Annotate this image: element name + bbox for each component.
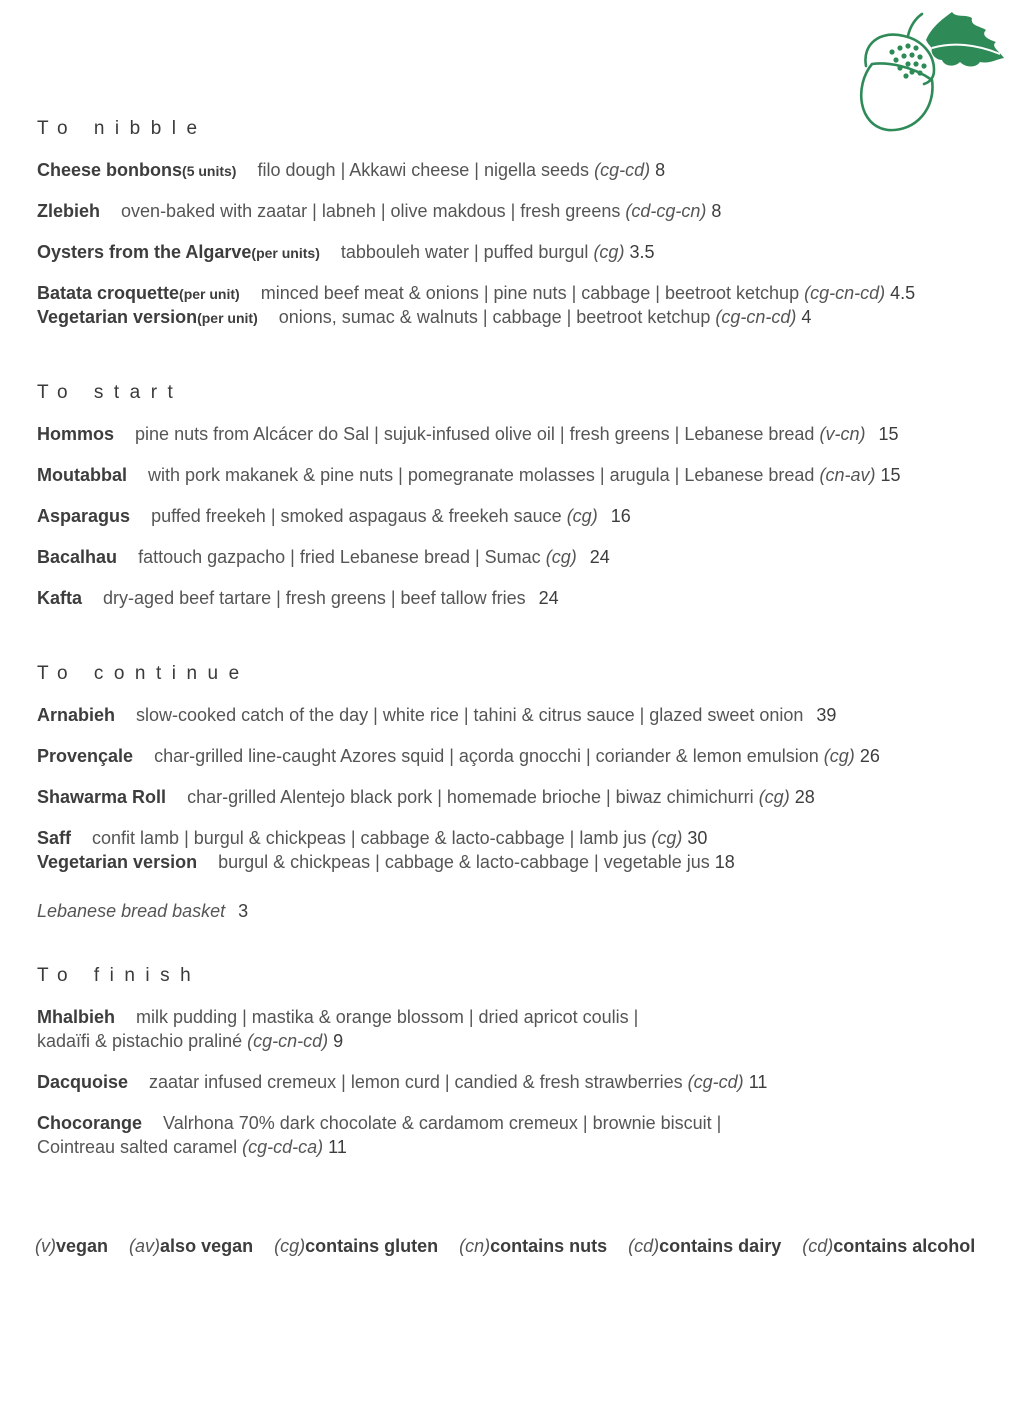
item-name: Dacquoise bbox=[37, 1072, 129, 1092]
item-name: Zlebieh bbox=[37, 201, 101, 221]
legend-label: also vegan bbox=[160, 1236, 254, 1256]
item-allergens: (cg-cn-cd) bbox=[804, 283, 886, 303]
item-price: 24 bbox=[589, 547, 610, 567]
item-name: Saff bbox=[37, 828, 72, 848]
item-description: Valrhona 70% dark chocolate & cardamom cremeux | brownie biscuit | bbox=[163, 1113, 722, 1133]
section-title-nibble: To nibble bbox=[37, 118, 208, 139]
item-description-continued: kadaïfi & pistachio praliné bbox=[37, 1031, 243, 1051]
menu-item-hommos bbox=[37, 422, 899, 446]
item-price: 28 bbox=[794, 787, 815, 807]
item-description: milk pudding | mastika & orange blossom | dried apricot coulis | bbox=[136, 1007, 639, 1027]
item-name: Cheese bonbons bbox=[37, 160, 183, 180]
item-allergens: (cg-cn-cd) bbox=[247, 1031, 329, 1051]
item-name: Arnabieh bbox=[37, 705, 116, 725]
item-description: pine nuts from Alcácer do Sal | sujuk-infused olive oil | fresh greens | Lebanese bread bbox=[135, 424, 815, 444]
item-price: 11 bbox=[328, 1137, 347, 1157]
menu-item-shawarma-roll bbox=[37, 785, 815, 809]
item-allergens: (cn-av) bbox=[819, 465, 876, 485]
item-allergens: (cd-cg-cn) bbox=[625, 201, 707, 221]
menu-item-saff bbox=[37, 826, 735, 874]
item-description: with pork makanek & pine nuts | pomegranate molasses | arugula | Lebanese bread bbox=[148, 465, 815, 485]
legend-label: vegan bbox=[56, 1236, 109, 1256]
variant-description: burgul & chickpeas | cabbage & lacto-cabbage | vegetable jus bbox=[218, 852, 710, 872]
allergen-legend bbox=[35, 1236, 975, 1257]
item-name: Provençale bbox=[37, 746, 134, 766]
item-description: dry-aged beef tartare | fresh greens | beef tallow fries bbox=[103, 588, 526, 608]
item-allergens: (cg-cd) bbox=[687, 1072, 744, 1092]
item-name: Bacalhau bbox=[37, 547, 118, 567]
item-price: 26 bbox=[859, 746, 880, 766]
variant-name: Vegetarian version bbox=[37, 307, 198, 327]
legend-label: contains alcohol bbox=[833, 1236, 976, 1256]
item-price: 9 bbox=[333, 1031, 344, 1051]
item-price: 16 bbox=[610, 506, 631, 526]
item-unit: (per units) bbox=[251, 245, 320, 261]
menu-item-cheese-bonbons bbox=[37, 158, 665, 183]
item-price: 15 bbox=[878, 424, 899, 444]
menu-item-batata-croquette bbox=[37, 281, 915, 329]
item-description: zaatar infused cremeux | lemon curd | candied & fresh strawberries bbox=[149, 1072, 683, 1092]
item-description: puffed freekeh | smoked aspagaus & freekeh sauce bbox=[151, 506, 562, 526]
item-allergens: (cg-cd-ca) bbox=[242, 1137, 324, 1157]
item-allergens: (cg) bbox=[566, 506, 598, 526]
item-allergens: (cg) bbox=[545, 547, 577, 567]
item-price: 11 bbox=[748, 1072, 768, 1092]
variant-price: 4 bbox=[801, 307, 812, 327]
variant-price: 18 bbox=[714, 852, 735, 872]
legend-code: (cd) bbox=[802, 1236, 834, 1256]
item-description: char-grilled line-caught Azores squid | açorda gnocchi | coriander & lemon emulsion bbox=[154, 746, 819, 766]
item-description: filo dough | Akkawi cheese | nigella seeds bbox=[257, 160, 590, 180]
item-description: fattouch gazpacho | fried Lebanese bread | Sumac bbox=[138, 547, 541, 567]
item-description-continued: Cointreau salted caramel bbox=[37, 1137, 238, 1157]
item-price: 3.5 bbox=[629, 242, 655, 262]
legend-code: (cg) bbox=[274, 1236, 306, 1256]
item-allergens: (cg) bbox=[651, 828, 683, 848]
menu-item-bacalhau bbox=[37, 545, 610, 569]
legend-label: contains dairy bbox=[659, 1236, 782, 1256]
item-allergens: (cg-cd) bbox=[594, 160, 651, 180]
item-price: 30 bbox=[687, 828, 708, 848]
bread-basket-label: Lebanese bread basket bbox=[37, 901, 226, 921]
item-allergens: (cg) bbox=[758, 787, 790, 807]
item-description: slow-cooked catch of the day | white rice | tahini & citrus sauce | glazed sweet onion bbox=[136, 705, 804, 725]
section-title-start: To start bbox=[37, 382, 184, 403]
item-price: 4.5 bbox=[890, 283, 916, 303]
menu-item-arnabieh bbox=[37, 703, 836, 727]
item-unit: (5 units) bbox=[182, 163, 237, 179]
menu-item-dacquoise bbox=[37, 1070, 767, 1094]
menu-item-kafta bbox=[37, 586, 559, 610]
menu-item-bread-basket bbox=[37, 899, 248, 923]
item-name: Mhalbieh bbox=[37, 1007, 116, 1027]
menu-item-oysters bbox=[37, 240, 654, 265]
item-name: Chocorange bbox=[37, 1113, 143, 1133]
item-name: Oysters from the Algarve bbox=[37, 242, 252, 262]
item-description: oven-baked with zaatar | labneh | olive makdous | fresh greens bbox=[121, 201, 621, 221]
menu-item-asparagus bbox=[37, 504, 631, 528]
variant-description: onions, sumac & walnuts | cabbage | beetroot ketchup bbox=[278, 307, 711, 327]
legend-code: (v) bbox=[35, 1236, 56, 1256]
item-allergens: (cg) bbox=[823, 746, 855, 766]
item-price: 8 bbox=[711, 201, 722, 221]
acorn-with-oak-leaf-icon bbox=[852, 8, 1008, 134]
variant-unit: (per unit) bbox=[197, 310, 258, 326]
legend-code: (av) bbox=[129, 1236, 161, 1256]
section-title-finish: To finish bbox=[37, 965, 202, 986]
item-description: minced beef meat & onions | pine nuts | cabbage | beetroot ketchup bbox=[260, 283, 800, 303]
menu-item-zlebieh bbox=[37, 199, 721, 223]
item-name: Shawarma Roll bbox=[37, 787, 167, 807]
section-title-continue: To continue bbox=[37, 663, 250, 684]
item-name: Batata croquette bbox=[37, 283, 180, 303]
item-allergens: (v-cn) bbox=[819, 424, 866, 444]
menu-item-chocorange bbox=[37, 1111, 721, 1159]
item-description: tabbouleh water | puffed burgul bbox=[340, 242, 589, 262]
menu-item-provencale bbox=[37, 744, 880, 768]
legend-code: (cn) bbox=[459, 1236, 491, 1256]
menu-item-mhalbieh bbox=[37, 1005, 638, 1053]
item-price: 39 bbox=[816, 705, 837, 725]
item-name: Moutabbal bbox=[37, 465, 127, 485]
menu-item-moutabbal bbox=[37, 463, 901, 487]
item-price: 15 bbox=[880, 465, 901, 485]
item-name: Hommos bbox=[37, 424, 115, 444]
item-description: confit lamb | burgul & chickpeas | cabbage & lacto-cabbage | lamb jus bbox=[92, 828, 647, 848]
item-price: 24 bbox=[538, 588, 559, 608]
variant-name: Vegetarian version bbox=[37, 852, 198, 872]
item-name: Kafta bbox=[37, 588, 83, 608]
variant-allergens: (cg-cn-cd) bbox=[715, 307, 797, 327]
legend-label: contains nuts bbox=[490, 1236, 608, 1256]
item-name: Asparagus bbox=[37, 506, 131, 526]
item-allergens: (cg) bbox=[593, 242, 625, 262]
item-price: 8 bbox=[655, 160, 666, 180]
legend-code: (cd) bbox=[628, 1236, 660, 1256]
legend-label: contains gluten bbox=[305, 1236, 439, 1256]
item-description: char-grilled Alentejo black pork | homemade brioche | biwaz chimichurri bbox=[187, 787, 754, 807]
bread-basket-price: 3 bbox=[238, 901, 249, 921]
item-unit: (per unit) bbox=[179, 286, 240, 302]
